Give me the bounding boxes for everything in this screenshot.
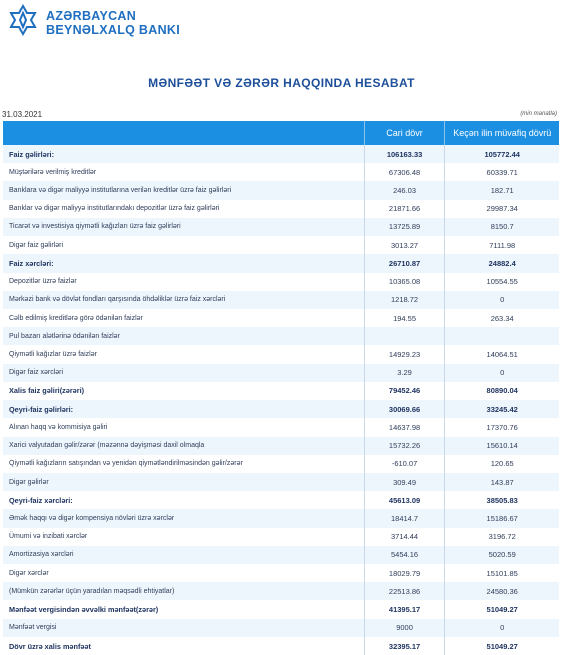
row-current-value: 22513.86 [364,582,445,600]
table-row [3,418,559,436]
row-label: Mənfəət vergisindən əvvəlki mənfəət(zərər) [9,605,159,615]
row-current-value: 15732.26 [364,437,445,455]
table-row [3,437,559,455]
row-label: Əmək haqqı və digər kompensiya növləri üzrə xərclər [9,514,175,522]
row-label: Depozitlər üzrə faizlər [9,278,77,286]
table-row [3,291,559,309]
row-current-value: 18029.79 [364,564,445,582]
row-current-value: 79452.46 [364,382,445,400]
row-current-value [364,327,445,345]
report-title: MƏNFƏƏT VƏ ZƏRƏR HAQQINDA HESABAT [148,76,415,90]
row-previous-value: 182.71 [444,181,559,199]
row-previous-value: 15610.14 [444,437,559,455]
row-current-value: 45613.09 [364,491,445,509]
bank-logo-icon [6,4,40,38]
table-header [3,121,559,145]
row-current-value: 246.03 [364,181,445,199]
table-row [3,200,559,218]
row-current-value: 10365.08 [364,273,445,291]
table-row [3,327,559,345]
table-row [3,564,559,582]
row-previous-value: 51049.27 [444,637,559,655]
row-previous-value: 0 [444,291,559,309]
row-previous-value: 263.34 [444,309,559,327]
row-label: Xalis faiz gəliri(zərəri) [9,386,85,396]
row-label: Banklara və digər maliyyə institutlarına verilən kreditlər üzrə faiz gəlirləri [9,187,232,195]
row-current-value: 67306.48 [364,163,445,181]
row-current-value: 9000 [364,619,445,637]
row-previous-value: 0 [444,619,559,637]
row-previous-value: 15101.85 [444,564,559,582]
row-current-value: 3714.44 [364,528,445,546]
table-body [3,145,559,655]
row-label: Digər gəlirlər [9,478,49,486]
row-label: Digər faiz gəlirləri [9,241,64,249]
row-label: Qiymətli kağızların satışından və yenidən qiymətləndirilməsindən gəlir/zərər [9,460,243,468]
row-label: Pul bazarı alətlərinə ödənilən faizlər [9,332,120,340]
table-row [3,619,559,637]
table-row [3,345,559,363]
row-label: Digər faiz xərcləri [9,369,64,377]
report-unit: (min manatla) [520,111,557,117]
row-current-value: 5454.16 [364,546,445,564]
table-row [3,400,559,418]
table-row [3,546,559,564]
row-previous-value: 0 [444,364,559,382]
row-label: Banklar və digər maliyyə institutlarındakı depozitlər üzrə faiz gəlirləri [9,205,220,213]
row-label: Faiz gəlirləri: [9,149,55,159]
row-current-value: 1218.72 [364,291,445,309]
row-label: Müştərilərə verilmiş kreditlər [9,168,97,176]
report-date: 31.03.2021 [2,110,43,119]
table-row [3,473,559,491]
header-label-col [3,121,364,145]
row-previous-value: 143.87 [444,473,559,491]
table-row [3,163,559,181]
row-current-value: 13725.89 [364,218,445,236]
table-row [3,145,559,163]
table-row [3,528,559,546]
row-current-value: 21871.66 [364,200,445,218]
table-row [3,600,559,618]
row-previous-value: 24580.36 [444,582,559,600]
row-previous-value: 29987.34 [444,200,559,218]
row-label: Digər xərclər [9,569,49,577]
table-row [3,582,559,600]
row-previous-value: 7111.98 [444,236,559,254]
row-current-value: 106163.33 [364,145,445,163]
row-current-value: 30069.66 [364,400,445,418]
table-row [3,218,559,236]
table-row [3,382,559,400]
row-previous-value: 8150.7 [444,218,559,236]
row-previous-value: 3196.72 [444,528,559,546]
row-current-value: 32395.17 [364,637,445,655]
row-previous-value: 14064.51 [444,345,559,363]
row-label: Alınan haqq və kommisiya gəliri [9,423,108,431]
table-row [3,181,559,199]
row-label: Faiz xərcləri: [9,258,54,268]
row-previous-value: 51049.27 [444,600,559,618]
row-previous-value [444,327,559,345]
row-previous-value: 38505.83 [444,491,559,509]
table-row [3,236,559,254]
bank-name-line1: AZƏRBAYCAN [46,9,137,23]
row-previous-value: 15186.67 [444,509,559,527]
row-label: Dövr üzrə xalis mənfəət [9,641,91,651]
row-current-value: 41395.17 [364,600,445,618]
table-row [3,509,559,527]
row-previous-value: 60339.71 [444,163,559,181]
row-label: Qiymətli kağızlar üzrə faizlər [9,351,97,359]
row-label: Ümumi və inzibati xərclər [9,533,88,541]
bank-logo [6,4,216,44]
row-current-value: 14929.23 [364,345,445,363]
row-label: Xarici valyutadan gəlir/zərər (məzənnə dəyişməsi daxil olmaqla [9,442,205,450]
table-row [3,491,559,509]
row-current-value: -610.07 [364,455,445,473]
row-previous-value: 24882.4 [444,254,559,272]
row-current-value: 3.29 [364,364,445,382]
row-label: Mənfəət vergisi [9,624,57,632]
row-previous-value: 10554.55 [444,273,559,291]
table-row [3,455,559,473]
row-label: Cəlb edilmiş kreditlərə görə ödənilən faizlər [9,314,143,322]
row-label: (Mümkün zərərlər üçün yaradılan məqsədli ehtiyatlar) [9,587,175,595]
row-current-value: 3013.27 [364,236,445,254]
row-previous-value: 33245.42 [444,400,559,418]
row-current-value: 18414.7 [364,509,445,527]
bank-name-line2: BEYNƏLXALQ BANKI [46,23,181,37]
row-previous-value: 5020.59 [444,546,559,564]
header-current-period: Cari dövr [364,121,445,145]
row-previous-value: 120.65 [444,455,559,473]
table-row [3,637,559,655]
bank-name [46,9,180,37]
row-previous-value: 80890.04 [444,382,559,400]
header-previous-period: Keçən ilin müvafiq dövrü [444,121,559,145]
row-label: Mərkəzi bank və dövlət fondları qarşısında öhdəliklər üzrə faiz xərcləri [9,296,226,304]
table-row [3,254,559,272]
income-statement-table [3,121,559,655]
row-previous-value: 17370.76 [444,418,559,436]
row-current-value: 309.49 [364,473,445,491]
row-label: Amortizasiya xərcləri [9,551,74,559]
row-label: Qeyri-faiz xərcləri: [9,495,73,505]
row-previous-value: 105772.44 [444,145,559,163]
row-current-value: 14637.98 [364,418,445,436]
row-label: Qeyri-faiz gəlirləri: [9,404,74,414]
table-row [3,273,559,291]
row-label: Ticarət və investisiya qiymətli kağızları üzrə faiz gəlirləri [9,223,181,231]
table-row [3,364,559,382]
table-row [3,309,559,327]
row-current-value: 26710.87 [364,254,445,272]
row-current-value: 194.55 [364,309,445,327]
